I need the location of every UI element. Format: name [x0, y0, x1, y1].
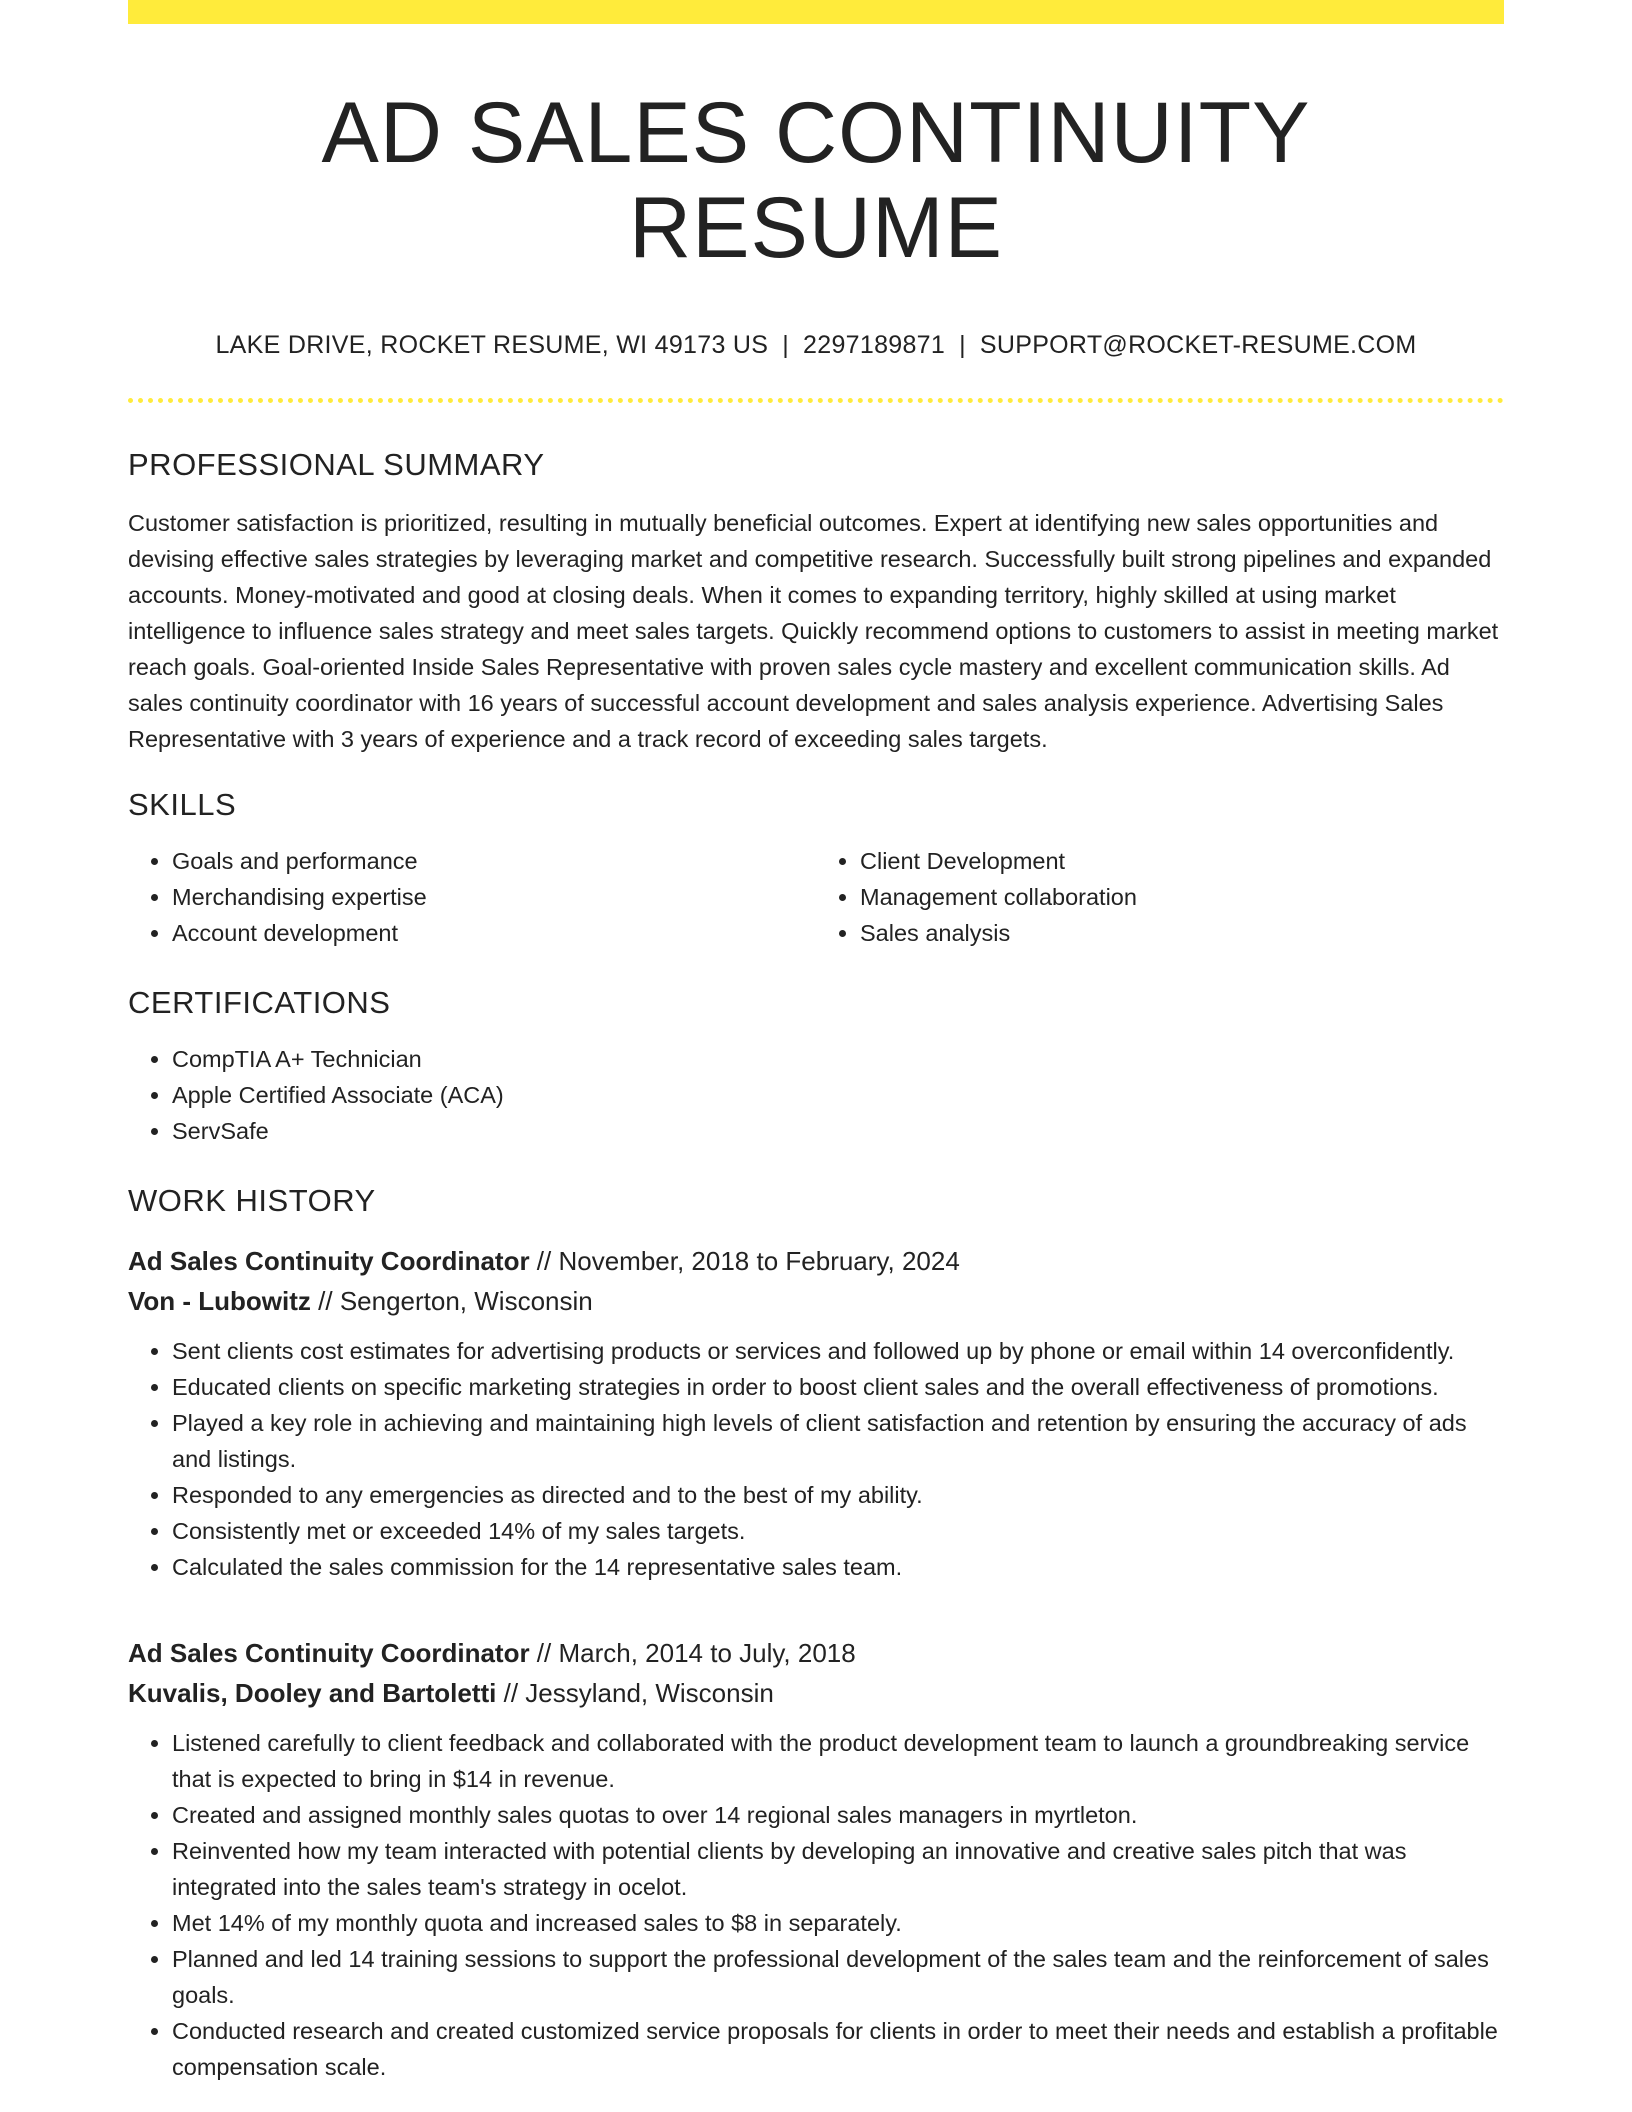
skill-item: • Sales analysis	[860, 915, 1504, 951]
job-company: Kuvalis, Dooley and Bartoletti	[128, 1678, 497, 1709]
job-bullets	[128, 1725, 1504, 2085]
contact-separator: |	[959, 331, 966, 360]
job-company-line	[128, 1281, 1504, 1321]
job-dates: // November, 2018 to February, 2024	[529, 1246, 960, 1277]
skill-item: • Account development	[172, 915, 816, 951]
job-bullet: • Sent clients cost estimates for advertising products or services and followed up by phone or email within 14 overconfidently.	[172, 1333, 1504, 1369]
certifications-section	[128, 985, 1504, 1149]
skill-item: • Client Development	[860, 843, 1504, 879]
job-company-line	[128, 1673, 1504, 1713]
job-bullet: • Reinvented how my team interacted with potential clients by developing an innovative and creative sales pitch that was integrated into the sales team's strategy in ocelot.	[172, 1833, 1504, 1905]
skills-grid	[128, 823, 1504, 951]
contact-separator: |	[782, 331, 790, 360]
contact-address: LAKE DRIVE, ROCKET RESUME, WI 49173 US	[215, 331, 769, 360]
certification-item: • ServSafe	[172, 1113, 1504, 1149]
skill-item: • Goals and performance	[172, 843, 816, 879]
job-bullet: • Responded to any emergencies as directed and to the best of my ability.	[172, 1477, 1504, 1513]
resume-title: AD SALES CONTINUITY RESUME	[321, 85, 1311, 276]
skills-section	[128, 787, 1504, 951]
top-accent-bar	[128, 0, 1504, 24]
job-bullet: • Calculated the sales commission for the 14 representative sales team.	[172, 1549, 1504, 1585]
job-location: // Sengerton, Wisconsin	[310, 1286, 593, 1317]
skill-item: • Merchandising expertise	[172, 879, 816, 915]
dotted-divider	[128, 398, 1504, 403]
certifications-heading: CERTIFICATIONS	[128, 985, 391, 1021]
work-history-heading: WORK HISTORY	[128, 1183, 376, 1219]
summary-text: Customer satisfaction is prioritized, resulting in mutually beneficial outcomes. Expert at identifying new sales opportunities and devising effective sales strategies by leveraging market and competitive research. Successfully built strong pipelines and expanded accounts. Money-motivated and good at closing deals. When it comes to expanding territory, highly skilled at using market intelligence to influence sales strategy and meet sales targets. Quickly recommend options to customers to assist in meeting market reach goals. Goal-oriented Inside Sales Representative with proven sales cycle mastery and excellent communication skills. Ad sales continuity coordinator with 16 years of successful account development and sales analysis experience. Advertising Sales Representative with 3 years of experience and a track record of exceeding sales targets.	[128, 510, 1499, 753]
job-bullet: • Listened carefully to client feedback and collaborated with the product development team to launch a groundbreaking service that is expected to bring in $14 in revenue.	[172, 1725, 1504, 1797]
job-dates: // March, 2014 to July, 2018	[529, 1638, 856, 1669]
job-location: // Jessyland, Wisconsin	[496, 1678, 774, 1709]
skills-list-left	[128, 843, 816, 951]
skill-item: • Management collaboration	[860, 879, 1504, 915]
job-bullet: • Consistently met or exceeded 14% of my sales targets.	[172, 1513, 1504, 1549]
job-entry	[128, 1633, 1504, 2085]
certifications-list	[128, 1041, 1504, 1149]
summary-heading: PROFESSIONAL SUMMARY	[128, 447, 545, 483]
job-title-line	[128, 1241, 1504, 1281]
summary-section	[128, 447, 1504, 757]
job-bullet: • Played a key role in achieving and maintaining high levels of client satisfaction and retention by ensuring the accuracy of ads and listings.	[172, 1405, 1504, 1477]
certification-item: • CompTIA A+ Technician	[172, 1041, 1504, 1077]
job-entry	[128, 1241, 1504, 1585]
resume-page	[128, 0, 1504, 2085]
job-bullet: • Met 14% of my monthly quota and increased sales to $8 in separately.	[172, 1905, 1504, 1941]
job-bullet: • Planned and led 14 training sessions to support the professional development of the sales team and the reinforcement of sales goals.	[172, 1941, 1504, 2013]
job-role: Ad Sales Continuity Coordinator	[128, 1246, 530, 1277]
skills-list-right	[816, 843, 1504, 951]
job-bullets	[128, 1333, 1504, 1585]
contact-phone: 2297189871	[803, 331, 946, 360]
job-company: Von - Lubowitz	[128, 1286, 311, 1317]
job-bullet: • Conducted research and created customized service proposals for clients in order to meet their needs and establish a profitable compensation scale.	[172, 2013, 1504, 2085]
skills-heading: SKILLS	[128, 787, 237, 823]
job-bullet: • Created and assigned monthly sales quotas to over 14 regional sales managers in myrtleton.	[172, 1797, 1504, 1833]
job-title-line	[128, 1633, 1504, 1673]
work-history-section	[128, 1183, 1504, 2085]
contact-line	[128, 331, 1504, 360]
contact-email: SUPPORT@ROCKET-RESUME.COM	[979, 331, 1417, 360]
job-role: Ad Sales Continuity Coordinator	[128, 1638, 530, 1669]
certification-item: • Apple Certified Associate (ACA)	[172, 1077, 1504, 1113]
job-bullet: • Educated clients on specific marketing strategies in order to boost client sales and the overall effectiveness of promotions.	[172, 1369, 1504, 1405]
